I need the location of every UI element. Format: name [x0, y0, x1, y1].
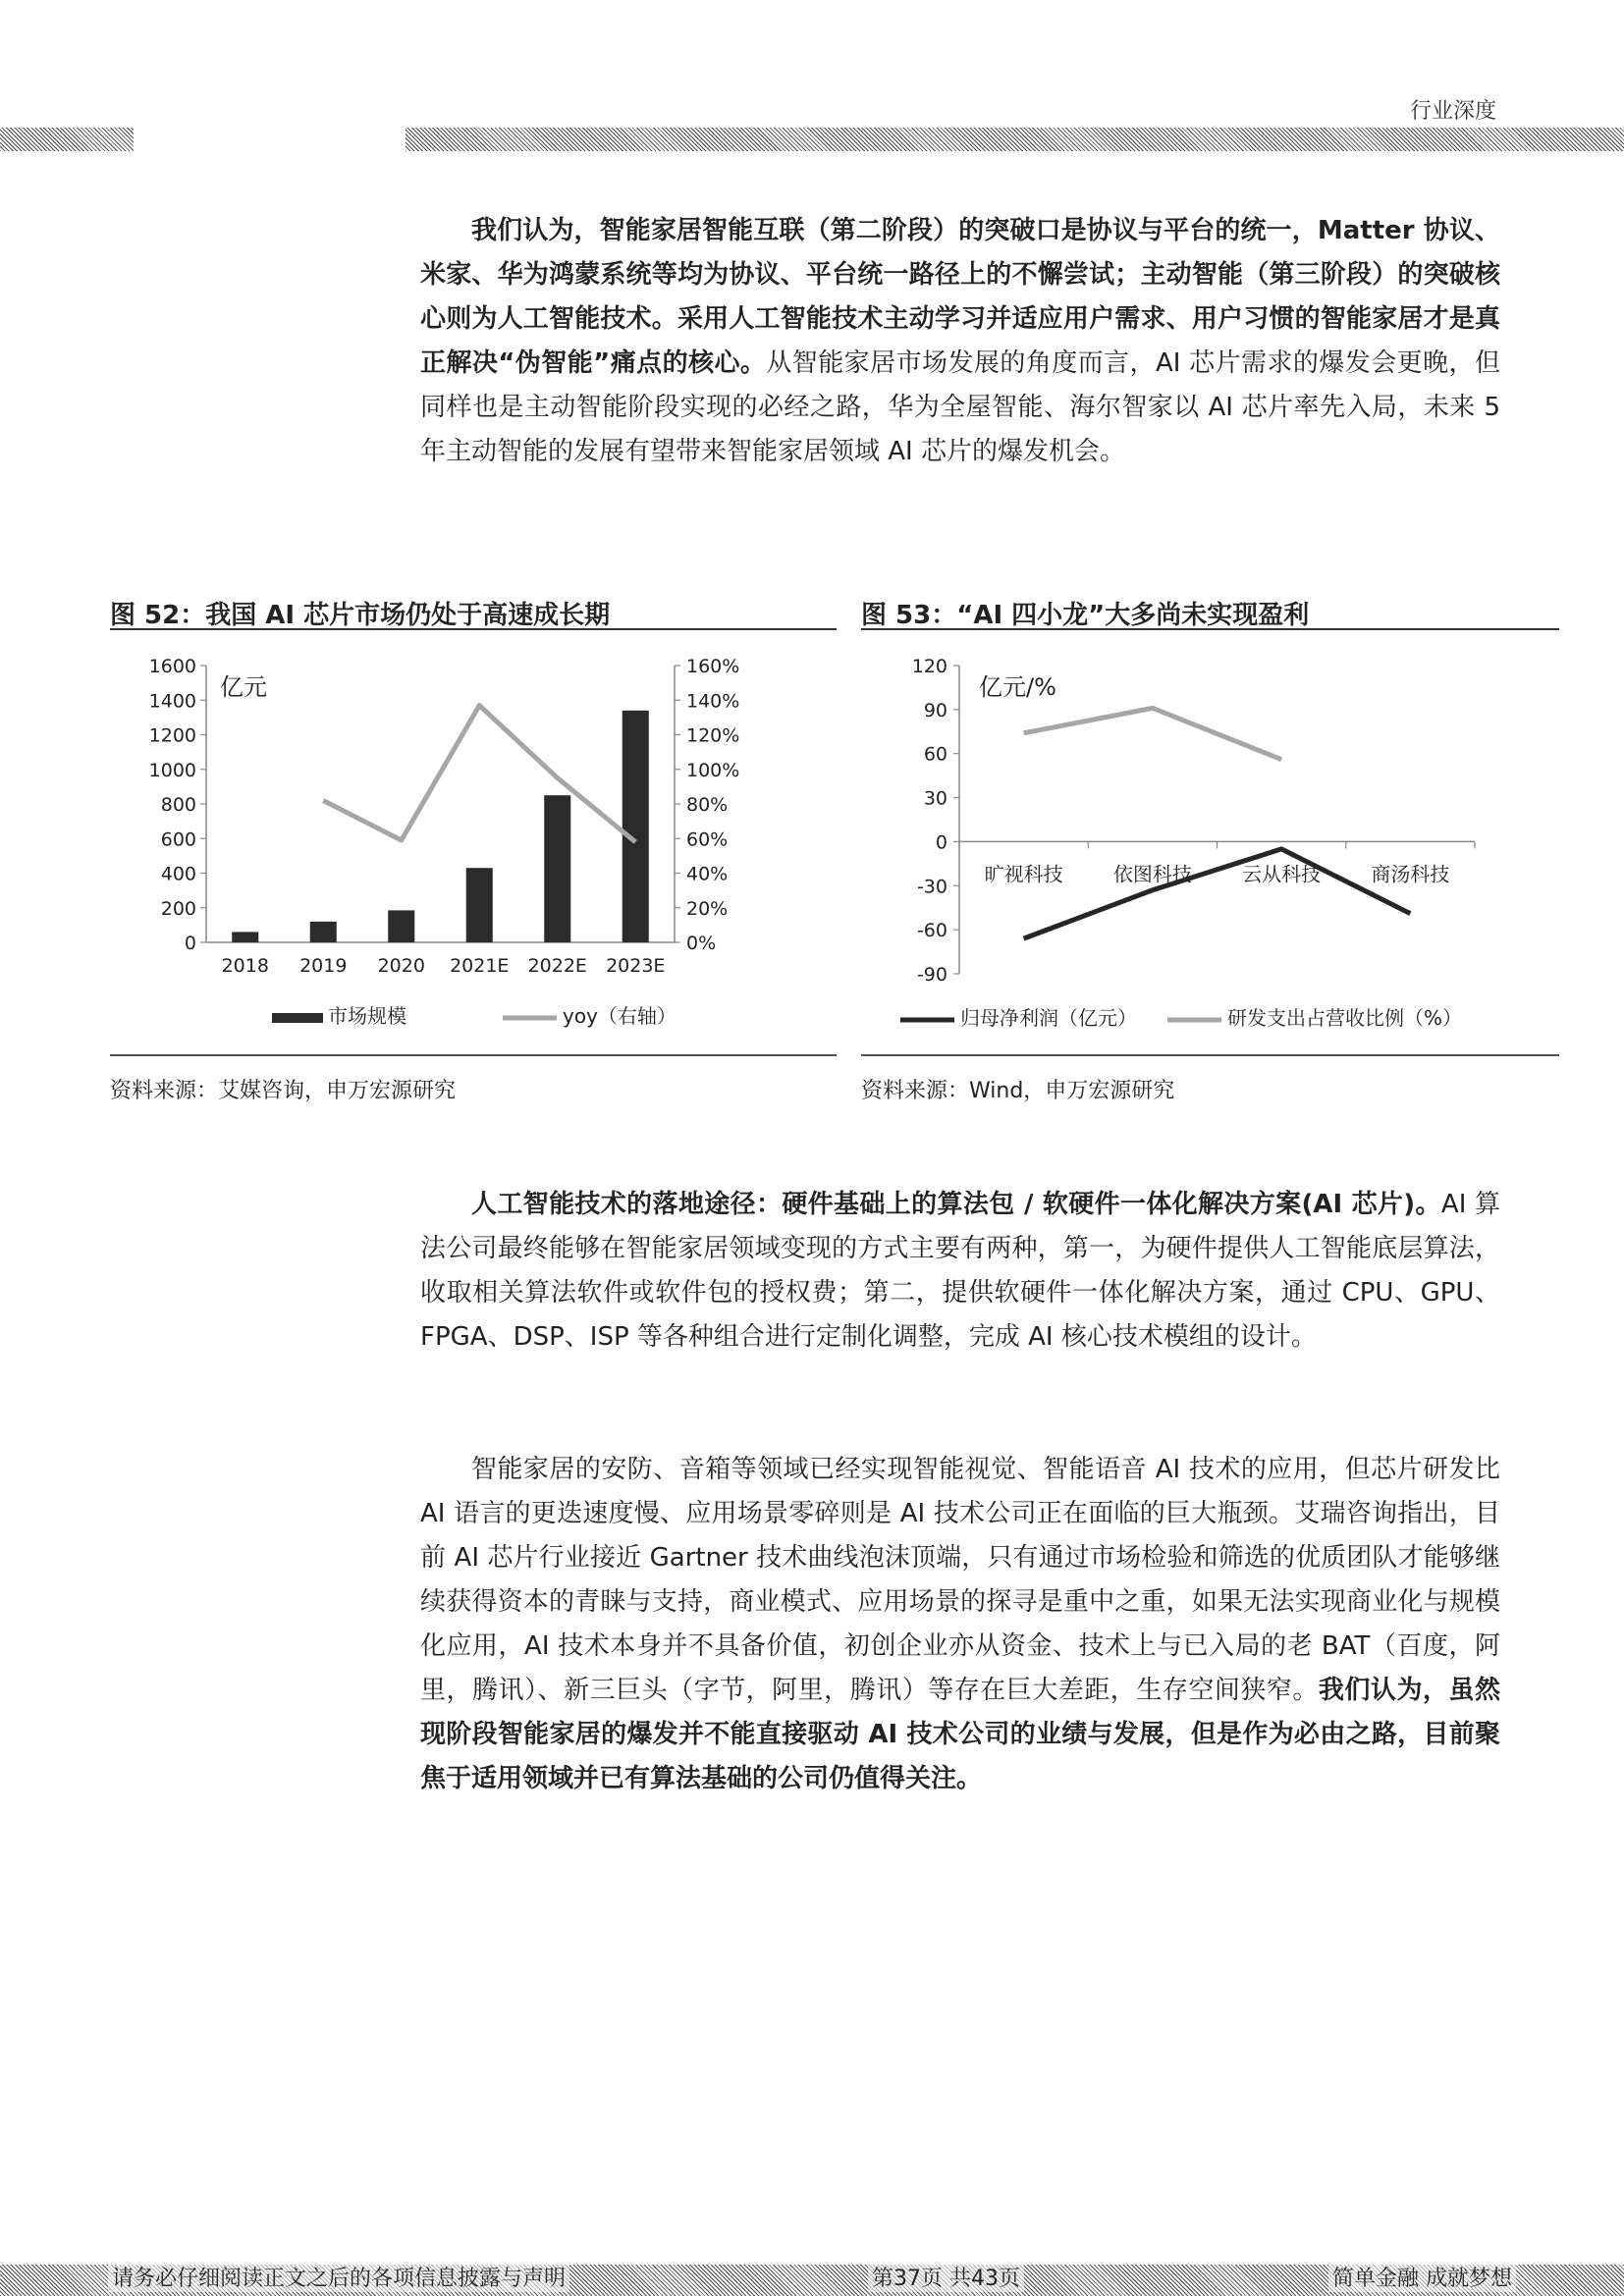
paragraph3-bold-text: 我们认为，虽然现阶段智能家居的爆发并不能直接驱动 AI 技术公司的业绩与发展，但是作为必由之路，目前聚焦于适用领域并已有算法基础的公司仍值得关注。 — [420, 1676, 1500, 1793]
y-tick-label: 0 — [184, 933, 196, 954]
y-tick-label: 1400 — [148, 690, 196, 713]
unit-label: 亿元 — [220, 673, 267, 701]
bar-2018 — [232, 932, 258, 942]
bar-2023E — [623, 711, 649, 942]
y2-tick-label: 60% — [686, 828, 729, 851]
x-tick-label: 依图科技 — [1112, 862, 1192, 886]
y2-tick-label: 120% — [686, 724, 740, 747]
legend-rd-label: 研发支出占营收比例（%） — [1227, 1006, 1463, 1030]
paragraph-2 — [420, 1183, 1500, 1360]
intro-normal-text: 从智能家居市场发展的角度而言，AI 芯片需求的爆发会更晚，但同样也是主动智能阶段实现的必经之路，华为全屋智能、海尔智家以 AI 芯片率先入局，未来 5 年主动智能的发展有望带来智能家居领域 AI 芯片的爆发机会。 — [420, 348, 1500, 466]
bar-2022E — [544, 795, 570, 942]
x-tick-label: 商汤科技 — [1371, 862, 1450, 886]
x-tick-label: 2022E — [527, 955, 587, 977]
header-decor-left — [0, 128, 134, 151]
x-tick-label: 云从科技 — [1242, 862, 1322, 886]
legend-line-label: yoy（右轴） — [563, 1004, 677, 1028]
figure52-source: 资料来源：艾媒咨询，申万宏源研究 — [110, 1079, 457, 1103]
header-section-label: 行业深度 — [1409, 99, 1496, 124]
y-tick-label: -30 — [916, 876, 947, 898]
y-tick-label: -90 — [916, 964, 947, 986]
y-tick-label: 200 — [160, 897, 196, 920]
figure52-title: 图 52：我国 AI 芯片市场仍处于高速成长期 — [110, 595, 837, 630]
x-tick-label: 2018 — [221, 955, 269, 977]
bar-2020 — [388, 910, 414, 942]
x-tick-label: 2023E — [606, 955, 666, 977]
y2-tick-label: 160% — [686, 656, 740, 677]
bar-2021E — [466, 868, 493, 942]
intro-paragraph — [420, 209, 1500, 474]
y2-tick-label: 0% — [686, 933, 717, 954]
paragraph2-bold-text: 人工智能技术的落地途径：硬件基础上的算法包 / 软硬件一体化解决方案(AI 芯片)。 — [471, 1190, 1441, 1219]
net-profit-line — [1024, 849, 1411, 938]
bar-2019 — [310, 922, 337, 942]
legend-bar-label: 市场规模 — [328, 1004, 406, 1028]
intro-bold-text: 我们认为，智能家居智能互联（第二阶段）的突破口是协议与平台的统一，Matter 协议、米家、华为鸿蒙系统等均为协议、平台统一路径上的不懈尝试；主动智能（第三阶段）的突破核心则为人工智能技术。采用人工智能技术主动学习并适应用户需求、用户习惯的智能家居才是真正解决“伪智能”痛点的核心。 — [420, 216, 1500, 378]
y-tick-label: 800 — [160, 794, 196, 816]
x-tick-label: 旷视科技 — [984, 862, 1063, 886]
x-tick-label: 2019 — [299, 955, 348, 977]
paragraph2-normal-text: AI 算法公司最终能够在智能家居领域变现的方式主要有两种，第一，为硬件提供人工智能底层算法，收取相关算法软件或软件包的授权费；第二，提供软硬件一体化解决方案，通过 CPU、GPU、FPGA、DSP、ISP 等各种组合进行定制化调整，完成 AI 核心技术模组的设计。 — [420, 1190, 1500, 1352]
paragraph-3 — [420, 1448, 1500, 1801]
figure52-chart — [110, 638, 837, 1050]
figure53-chart — [861, 638, 1559, 1050]
y-tick-label: 0 — [935, 831, 947, 854]
y-tick-label: 90 — [923, 699, 947, 721]
figure53-bottom-rule — [861, 1054, 1559, 1056]
legend-bar-swatch — [272, 1013, 323, 1023]
y-tick-label: -60 — [916, 920, 947, 942]
legend-profit-label: 归母净利润（亿元） — [960, 1006, 1137, 1030]
figure53-source: 资料来源：Wind，申万宏源研究 — [861, 1079, 1175, 1103]
y-tick-label: 1600 — [148, 656, 196, 677]
y-tick-label: 600 — [160, 828, 196, 851]
y2-tick-label: 100% — [686, 759, 740, 781]
header-decor-right — [406, 128, 1624, 151]
y-tick-label: 1000 — [148, 759, 196, 781]
y2-tick-label: 40% — [686, 863, 729, 885]
footer-slogan: 简单金融 成就梦想 — [1328, 2262, 1516, 2292]
figure52-bottom-rule — [110, 1054, 837, 1056]
footer-page-number: 第37页 共43页 — [868, 2262, 1024, 2292]
rd-ratio-line — [1024, 708, 1282, 759]
y-tick-label: 120 — [911, 656, 947, 677]
y-tick-label: 30 — [923, 787, 947, 810]
x-tick-label: 2021E — [450, 955, 510, 977]
y-tick-label: 60 — [923, 743, 947, 766]
x-tick-label: 2020 — [377, 955, 425, 977]
y2-tick-label: 80% — [686, 794, 729, 816]
y2-tick-label: 140% — [686, 690, 740, 713]
y2-tick-label: 20% — [686, 897, 729, 920]
y-tick-label: 1200 — [148, 724, 196, 747]
unit-label: 亿元/% — [979, 673, 1056, 701]
yoy-line — [323, 706, 635, 842]
y-tick-label: 400 — [160, 863, 196, 885]
paragraph3-normal-text: 智能家居的安防、音箱等领域已经实现智能视觉、智能语音 AI 技术的应用，但芯片研发比 AI 语言的更迭速度慢、应用场景零碎则是 AI 技术公司正在面临的巨大瓶颈。艾瑞咨询指出，目前 AI 芯片行业接近 Gartner 技术曲线泡沫顶端，只有通过市场检验和筛选的优质团队才能够继续获得资本的青睐与支持，商业模式、应用场景的探寻是重中之重，如果无法实现商业化与规模化应用，AI 技术本身并不具备价值，初创企业亦从资金、技术上与已入局的老 BAT（百度，阿里，腾讯）、新三巨头（字节，阿里，腾讯）等存在巨大差距，生存空间狭窄。 — [420, 1455, 1500, 1705]
figure53-title: 图 53：“AI 四小龙”大多尚未实现盈利 — [861, 595, 1559, 630]
footer-disclaimer: 请务必仔细阅读正文之后的各项信息披露与声明 — [108, 2262, 569, 2292]
